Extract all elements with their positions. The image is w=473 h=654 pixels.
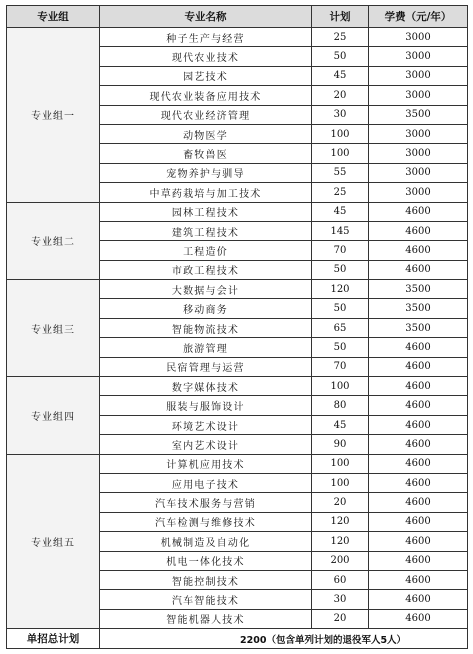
plan-count-cell: 20 [312, 493, 369, 512]
tuition-cell: 4600 [369, 551, 468, 570]
tuition-cell: 4600 [369, 202, 468, 221]
total-value: 2200（包含单列计划的退役军人5人） [100, 629, 468, 649]
table-body [7, 28, 468, 629]
group-label: 专业组三 [7, 280, 100, 377]
tuition-cell: 3000 [369, 66, 468, 85]
group-label: 专业组一 [7, 28, 100, 203]
tuition-cell: 4600 [369, 532, 468, 551]
plan-count-cell: 55 [312, 163, 369, 182]
major-name-cell: 智能控制技术 [100, 570, 312, 589]
major-name-cell: 机械制造及自动化 [100, 532, 312, 551]
total-label: 单招总计划 [7, 629, 100, 649]
major-name-cell: 畜牧兽医 [100, 144, 312, 163]
major-name-cell: 旅游管理 [100, 338, 312, 357]
tuition-cell: 3000 [369, 86, 468, 105]
plan-count-cell: 70 [312, 241, 369, 260]
major-name-cell: 汽车智能技术 [100, 590, 312, 609]
plan-count-cell: 25 [312, 183, 369, 202]
plan-count-cell: 200 [312, 551, 369, 570]
tuition-cell: 4600 [369, 357, 468, 376]
table-footer [7, 629, 468, 649]
plan-count-cell: 120 [312, 280, 369, 299]
tuition-cell: 3500 [369, 318, 468, 337]
group-label: 专业组二 [7, 202, 100, 280]
major-name-cell: 现代农业技术 [100, 47, 312, 66]
plan-count-cell: 100 [312, 377, 369, 396]
tuition-cell: 4600 [369, 377, 468, 396]
plan-count-cell: 120 [312, 532, 369, 551]
tuition-cell: 4600 [369, 512, 468, 531]
tuition-cell: 3000 [369, 124, 468, 143]
plan-count-cell: 50 [312, 47, 369, 66]
header-plan: 计划 [312, 6, 369, 28]
plan-count-cell: 100 [312, 454, 369, 473]
major-name-cell: 服装与服饰设计 [100, 396, 312, 415]
table-row [7, 377, 468, 396]
plan-count-cell: 30 [312, 590, 369, 609]
tuition-cell: 3500 [369, 105, 468, 124]
tuition-cell: 3000 [369, 47, 468, 66]
plan-count-cell: 45 [312, 202, 369, 221]
table-row [7, 280, 468, 299]
major-name-cell: 动物医学 [100, 124, 312, 143]
plan-count-cell: 90 [312, 435, 369, 454]
major-name-cell: 现代农业装备应用技术 [100, 86, 312, 105]
major-name-cell: 中草药栽培与加工技术 [100, 183, 312, 202]
major-name-cell: 数字媒体技术 [100, 377, 312, 396]
major-name-cell: 种子生产与经营 [100, 28, 312, 47]
tuition-cell: 4600 [369, 221, 468, 240]
major-name-cell: 室内艺术设计 [100, 435, 312, 454]
tuition-cell: 4600 [369, 454, 468, 473]
major-name-cell: 园艺技术 [100, 66, 312, 85]
major-name-cell: 现代农业经济管理 [100, 105, 312, 124]
major-name-cell: 民宿管理与运营 [100, 357, 312, 376]
plan-count-cell: 120 [312, 512, 369, 531]
major-name-cell: 智能机器人技术 [100, 609, 312, 628]
major-name-cell: 移动商务 [100, 299, 312, 318]
tuition-cell: 3000 [369, 144, 468, 163]
plan-count-cell: 50 [312, 338, 369, 357]
tuition-cell: 4600 [369, 609, 468, 628]
plan-count-cell: 45 [312, 66, 369, 85]
header-row [7, 6, 468, 28]
table-header [7, 6, 468, 28]
tuition-cell: 4600 [369, 396, 468, 415]
tuition-cell: 4600 [369, 493, 468, 512]
major-name-cell: 环境艺术设计 [100, 415, 312, 434]
tuition-cell: 4600 [369, 241, 468, 260]
tuition-cell: 4600 [369, 570, 468, 589]
table-row [7, 28, 468, 47]
table-row [7, 202, 468, 221]
plan-count-cell: 80 [312, 396, 369, 415]
major-name-cell: 应用电子技术 [100, 473, 312, 492]
tuition-cell: 4600 [369, 590, 468, 609]
plan-count-cell: 50 [312, 260, 369, 279]
tuition-cell: 3500 [369, 280, 468, 299]
table-row [7, 454, 468, 473]
major-name-cell: 智能物流技术 [100, 318, 312, 337]
plan-count-cell: 100 [312, 473, 369, 492]
tuition-cell: 4600 [369, 260, 468, 279]
total-row [7, 629, 468, 649]
major-name-cell: 汽车检测与维修技术 [100, 512, 312, 531]
header-major-name: 专业名称 [100, 6, 312, 28]
tuition-cell: 3000 [369, 183, 468, 202]
plan-count-cell: 45 [312, 415, 369, 434]
plan-count-cell: 50 [312, 299, 369, 318]
tuition-cell: 3000 [369, 28, 468, 47]
major-name-cell: 园林工程技术 [100, 202, 312, 221]
tuition-cell: 4600 [369, 473, 468, 492]
major-name-cell: 机电一体化技术 [100, 551, 312, 570]
plan-count-cell: 65 [312, 318, 369, 337]
plan-count-cell: 25 [312, 28, 369, 47]
tuition-cell: 4600 [369, 415, 468, 434]
tuition-cell: 4600 [369, 435, 468, 454]
major-name-cell: 大数据与会计 [100, 280, 312, 299]
plan-count-cell: 30 [312, 105, 369, 124]
header-group: 专业组 [7, 6, 100, 28]
group-label: 专业组五 [7, 454, 100, 629]
plan-count-cell: 145 [312, 221, 369, 240]
major-name-cell: 市政工程技术 [100, 260, 312, 279]
major-name-cell: 宠物养护与驯导 [100, 163, 312, 182]
tuition-cell: 4600 [369, 338, 468, 357]
tuition-cell: 3500 [369, 299, 468, 318]
enrollment-plan-table [6, 5, 468, 649]
plan-count-cell: 100 [312, 144, 369, 163]
plan-count-cell: 20 [312, 86, 369, 105]
major-name-cell: 计算机应用技术 [100, 454, 312, 473]
major-name-cell: 工程造价 [100, 241, 312, 260]
plan-count-cell: 20 [312, 609, 369, 628]
header-tuition: 学费（元/年） [369, 6, 468, 28]
plan-count-cell: 70 [312, 357, 369, 376]
tuition-cell: 3000 [369, 163, 468, 182]
major-name-cell: 建筑工程技术 [100, 221, 312, 240]
plan-count-cell: 60 [312, 570, 369, 589]
group-label: 专业组四 [7, 377, 100, 455]
major-name-cell: 汽车技术服务与营销 [100, 493, 312, 512]
plan-count-cell: 100 [312, 124, 369, 143]
